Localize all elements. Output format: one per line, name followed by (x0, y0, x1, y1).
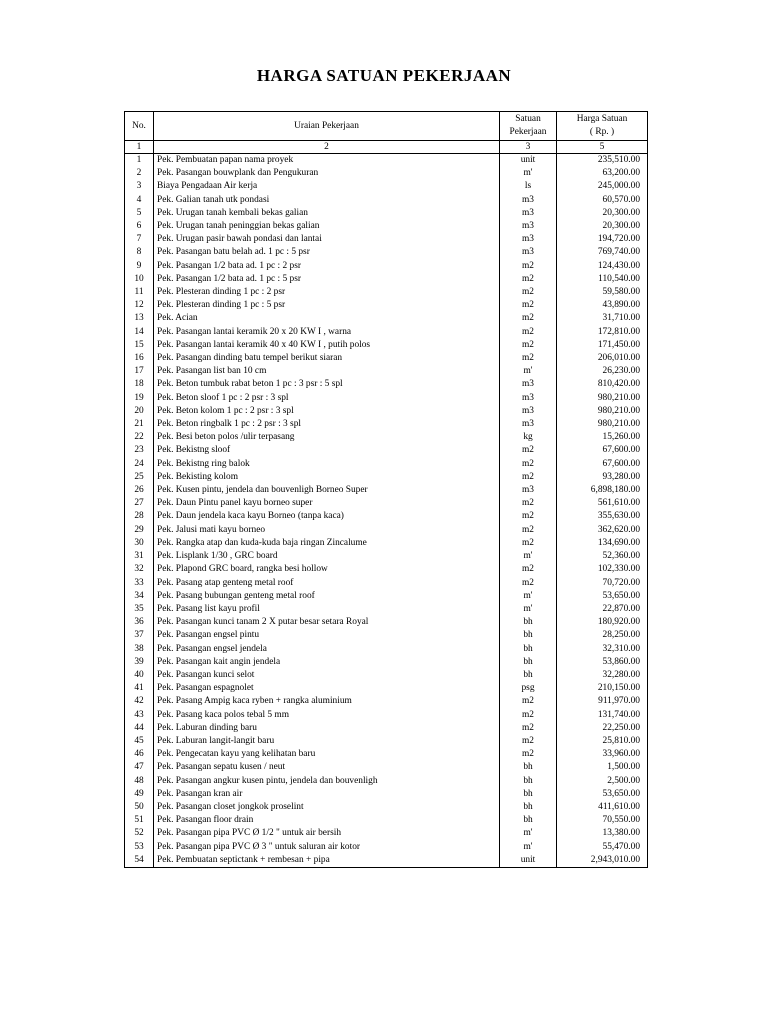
row-unit: kg (500, 431, 557, 444)
row-number: 35 (125, 603, 154, 616)
row-price: 20,300.00 (557, 207, 648, 220)
row-unit: m3 (500, 220, 557, 233)
row-unit: m2 (500, 510, 557, 523)
row-number: 16 (125, 352, 154, 365)
row-price: 53,650.00 (557, 590, 648, 603)
row-description: Pek. Bekistng ring balok (154, 458, 500, 471)
row-description: Pek. Kusen pintu, jendela dan bouvenligh Borneo Super (154, 484, 500, 497)
row-description: Pek. Rangka atap dan kuda-kuda baja ringan Zincalume (154, 537, 500, 550)
table-row (125, 471, 648, 484)
row-unit: m2 (500, 326, 557, 339)
table-row (125, 207, 648, 220)
row-unit: m2 (500, 722, 557, 735)
table-row (125, 405, 648, 418)
row-price: 28,250.00 (557, 629, 648, 642)
row-number: 1 (125, 154, 154, 168)
row-price: 6,898,180.00 (557, 484, 648, 497)
row-number: 28 (125, 510, 154, 523)
column-header-unit-line1: Satuan (515, 114, 541, 124)
row-price: 67,600.00 (557, 444, 648, 457)
table-row (125, 418, 648, 431)
row-price: 67,600.00 (557, 458, 648, 471)
row-number: 30 (125, 537, 154, 550)
row-number: 8 (125, 246, 154, 259)
table-row (125, 563, 648, 576)
row-description: Pek. Pasangan 1/2 bata ad. 1 pc : 2 psr (154, 260, 500, 273)
row-unit: m3 (500, 484, 557, 497)
row-number: 3 (125, 180, 154, 193)
row-unit: bh (500, 656, 557, 669)
row-unit: m2 (500, 497, 557, 510)
row-unit: m2 (500, 286, 557, 299)
table-row (125, 246, 648, 259)
row-number: 34 (125, 590, 154, 603)
row-price: 2,943,010.00 (557, 854, 648, 868)
row-price: 245,000.00 (557, 180, 648, 193)
row-price: 210,150.00 (557, 682, 648, 695)
row-number: 7 (125, 233, 154, 246)
row-unit: unit (500, 154, 557, 168)
row-description: Pek. Pasang list kayu profil (154, 603, 500, 616)
row-description: Pek. Pasang Ampig kaca ryben + rangka aluminium (154, 695, 500, 708)
row-price: 980,210.00 (557, 418, 648, 431)
table-row (125, 484, 648, 497)
row-unit: m2 (500, 577, 557, 590)
row-price: 22,250.00 (557, 722, 648, 735)
row-description: Pek. Pasangan lantai keramik 40 x 40 KW I , putih polos (154, 339, 500, 352)
row-unit: m2 (500, 537, 557, 550)
row-price: 172,810.00 (557, 326, 648, 339)
table-row (125, 577, 648, 590)
row-price: 32,310.00 (557, 643, 648, 656)
row-description: Pek. Pasangan kait angin jendela (154, 656, 500, 669)
row-price: 22,870.00 (557, 603, 648, 616)
row-description: Pek. Beton kolom 1 pc : 2 psr : 3 spl (154, 405, 500, 418)
row-price: 43,890.00 (557, 299, 648, 312)
row-description: Pek. Pasang kaca polos tebal 5 mm (154, 709, 500, 722)
row-unit: m3 (500, 418, 557, 431)
column-header-description: Uraian Pekerjaan (154, 112, 500, 141)
table-row (125, 616, 648, 629)
row-description: Pek. Pasangan angkur kusen pintu, jendela dan bouvenligh (154, 775, 500, 788)
table-row (125, 827, 648, 840)
row-unit: m' (500, 590, 557, 603)
row-description: Pek. Plesteran dinding 1 pc : 5 psr (154, 299, 500, 312)
column-header-price-line2: ( Rp. ) (589, 127, 615, 137)
table-body (125, 154, 648, 868)
table-row (125, 761, 648, 774)
row-unit: m3 (500, 233, 557, 246)
row-price: 52,360.00 (557, 550, 648, 563)
row-description: Pek. Pengecatan kayu yang kelihatan baru (154, 748, 500, 761)
row-unit: m3 (500, 194, 557, 207)
row-description: Pek. Lisplank 1/30 , GRC board (154, 550, 500, 563)
row-unit: m2 (500, 563, 557, 576)
table-row (125, 814, 648, 827)
row-number: 23 (125, 444, 154, 457)
row-unit: m2 (500, 735, 557, 748)
row-description: Pek. Bekisting kolom (154, 471, 500, 484)
row-description: Pek. Pasangan floor drain (154, 814, 500, 827)
table-row (125, 339, 648, 352)
table-row (125, 273, 648, 286)
column-number: 2 (154, 141, 500, 154)
price-table (124, 111, 648, 868)
table-row (125, 458, 648, 471)
row-description: Pek. Acian (154, 312, 500, 325)
row-number: 45 (125, 735, 154, 748)
row-description: Pek. Pasangan bouwplank dan Pengukuran (154, 167, 500, 180)
row-unit: m' (500, 365, 557, 378)
row-description: Pek. Pembuatan papan nama proyek (154, 154, 500, 168)
row-price: 362,620.00 (557, 524, 648, 537)
row-unit: m2 (500, 524, 557, 537)
table-row (125, 194, 648, 207)
row-unit: m3 (500, 392, 557, 405)
row-number: 46 (125, 748, 154, 761)
row-number: 43 (125, 709, 154, 722)
row-number: 2 (125, 167, 154, 180)
row-price: 102,330.00 (557, 563, 648, 576)
table-row (125, 709, 648, 722)
table-row (125, 669, 648, 682)
row-unit: m2 (500, 458, 557, 471)
row-price: 26,230.00 (557, 365, 648, 378)
column-header-price-line1: Harga Satuan (576, 114, 628, 124)
row-number: 12 (125, 299, 154, 312)
table-row (125, 299, 648, 312)
table-row (125, 788, 648, 801)
row-description: Pek. Daun jendela kaca kayu Borneo (tanpa kaca) (154, 510, 500, 523)
row-number: 37 (125, 629, 154, 642)
table-row (125, 590, 648, 603)
row-number: 29 (125, 524, 154, 537)
table-row (125, 748, 648, 761)
table-row (125, 537, 648, 550)
table-row (125, 497, 648, 510)
row-description: Pek. Pasangan espagnolet (154, 682, 500, 695)
row-unit: m' (500, 841, 557, 854)
row-description: Pek. Pasangan pipa PVC Ø 3 " untuk saluran air kotor (154, 841, 500, 854)
row-number: 20 (125, 405, 154, 418)
table-row (125, 682, 648, 695)
row-price: 411,610.00 (557, 801, 648, 814)
row-number: 27 (125, 497, 154, 510)
row-price: 59,580.00 (557, 286, 648, 299)
row-unit: m2 (500, 299, 557, 312)
row-unit: unit (500, 854, 557, 868)
row-number: 41 (125, 682, 154, 695)
row-price: 980,210.00 (557, 392, 648, 405)
table-row (125, 735, 648, 748)
row-price: 13,380.00 (557, 827, 648, 840)
row-unit: psg (500, 682, 557, 695)
column-number-row (125, 141, 648, 154)
row-number: 33 (125, 577, 154, 590)
row-unit: bh (500, 669, 557, 682)
row-description: Pek. Pasangan closet jongkok proselint (154, 801, 500, 814)
row-number: 36 (125, 616, 154, 629)
table-row (125, 603, 648, 616)
table-row (125, 550, 648, 563)
row-number: 39 (125, 656, 154, 669)
row-unit: m2 (500, 444, 557, 457)
table-row (125, 629, 648, 642)
table-row (125, 801, 648, 814)
row-description: Pek. Beton sloof 1 pc : 2 psr : 3 spl (154, 392, 500, 405)
row-number: 17 (125, 365, 154, 378)
row-description: Pek. Daun Pintu panel kayu borneo super (154, 497, 500, 510)
row-price: 60,570.00 (557, 194, 648, 207)
row-price: 124,430.00 (557, 260, 648, 273)
row-unit: m2 (500, 260, 557, 273)
row-unit: bh (500, 761, 557, 774)
table-row (125, 378, 648, 391)
table-row (125, 326, 648, 339)
table-row (125, 444, 648, 457)
row-unit: m' (500, 550, 557, 563)
row-number: 4 (125, 194, 154, 207)
table-row (125, 431, 648, 444)
row-description: Pek. Urugan tanah kembali bekas galian (154, 207, 500, 220)
row-number: 10 (125, 273, 154, 286)
row-unit: m2 (500, 339, 557, 352)
table-row (125, 154, 648, 168)
row-description: Pek. Pasangan dinding batu tempel berikut siaran (154, 352, 500, 365)
row-description: Pek. Pasangan kran air (154, 788, 500, 801)
table-row (125, 286, 648, 299)
row-price: 53,650.00 (557, 788, 648, 801)
row-number: 6 (125, 220, 154, 233)
row-number: 38 (125, 643, 154, 656)
row-description: Pek. Pasangan 1/2 bata ad. 1 pc : 5 psr (154, 273, 500, 286)
column-number: 5 (557, 141, 648, 154)
row-price: 355,630.00 (557, 510, 648, 523)
row-description: Pek. Bekistng sloof (154, 444, 500, 457)
row-description: Pek. Pasangan kunci tanam 2 X putar besar setara Royal (154, 616, 500, 629)
row-unit: m2 (500, 471, 557, 484)
row-unit: m2 (500, 312, 557, 325)
row-unit: bh (500, 616, 557, 629)
row-number: 49 (125, 788, 154, 801)
row-number: 18 (125, 378, 154, 391)
row-unit: m' (500, 603, 557, 616)
row-unit: bh (500, 788, 557, 801)
table-row (125, 510, 648, 523)
row-description: Pek. Pasangan kunci selot (154, 669, 500, 682)
row-price: 194,720.00 (557, 233, 648, 246)
row-price: 110,540.00 (557, 273, 648, 286)
row-price: 911,970.00 (557, 695, 648, 708)
row-price: 561,610.00 (557, 497, 648, 510)
table-row (125, 220, 648, 233)
table-row (125, 392, 648, 405)
row-price: 55,470.00 (557, 841, 648, 854)
row-price: 33,960.00 (557, 748, 648, 761)
table-row (125, 167, 648, 180)
row-unit: m2 (500, 709, 557, 722)
row-description: Pek. Beton tumbuk rabat beton 1 pc : 3 psr : 5 spl (154, 378, 500, 391)
row-unit: m3 (500, 207, 557, 220)
row-description: Pek. Pasangan engsel jendela (154, 643, 500, 656)
row-description: Pek. Pasang bubungan genteng metal roof (154, 590, 500, 603)
row-description: Pek. Pasangan list ban 10 cm (154, 365, 500, 378)
row-number: 47 (125, 761, 154, 774)
row-price: 980,210.00 (557, 405, 648, 418)
column-number: 1 (125, 141, 154, 154)
row-price: 131,740.00 (557, 709, 648, 722)
row-number: 53 (125, 841, 154, 854)
row-price: 769,740.00 (557, 246, 648, 259)
row-price: 93,280.00 (557, 471, 648, 484)
row-number: 50 (125, 801, 154, 814)
table-row (125, 260, 648, 273)
row-price: 31,710.00 (557, 312, 648, 325)
row-number: 40 (125, 669, 154, 682)
row-unit: m3 (500, 246, 557, 259)
row-number: 21 (125, 418, 154, 431)
row-description: Pek. Laburan dinding baru (154, 722, 500, 735)
row-unit: bh (500, 775, 557, 788)
row-number: 22 (125, 431, 154, 444)
table-row (125, 695, 648, 708)
row-description: Pek. Pasangan lantai keramik 20 x 20 KW I , warna (154, 326, 500, 339)
row-description: Pek. Galian tanah utk pondasi (154, 194, 500, 207)
row-number: 11 (125, 286, 154, 299)
row-unit: m2 (500, 695, 557, 708)
row-number: 24 (125, 458, 154, 471)
page-title: HARGA SATUAN PEKERJAAN (256, 66, 512, 85)
column-header-no: No. (125, 112, 154, 141)
table-row (125, 233, 648, 246)
row-unit: m' (500, 827, 557, 840)
row-description: Pek. Jalusi mati kayu borneo (154, 524, 500, 537)
table-row (125, 365, 648, 378)
table-row (125, 841, 648, 854)
row-description: Pek. Urugan tanah peninggian bekas galian (154, 220, 500, 233)
row-number: 42 (125, 695, 154, 708)
row-description: Pek. Pasang atap genteng metal roof (154, 577, 500, 590)
row-price: 70,720.00 (557, 577, 648, 590)
row-unit: bh (500, 814, 557, 827)
row-number: 13 (125, 312, 154, 325)
row-number: 9 (125, 260, 154, 273)
row-description: Pek. Pasangan pipa PVC Ø 1/2 " untuk air bersih (154, 827, 500, 840)
row-number: 14 (125, 326, 154, 339)
row-price: 63,200.00 (557, 167, 648, 180)
row-unit: m2 (500, 352, 557, 365)
row-unit: bh (500, 801, 557, 814)
row-price: 1,500.00 (557, 761, 648, 774)
row-number: 19 (125, 392, 154, 405)
row-price: 180,920.00 (557, 616, 648, 629)
row-number: 15 (125, 339, 154, 352)
table-row (125, 854, 648, 868)
row-description: Pek. Pasangan batu belah ad. 1 pc : 5 psr (154, 246, 500, 259)
row-unit: bh (500, 643, 557, 656)
column-header-price (557, 112, 648, 141)
row-description: Pek. Beton ringbalk 1 pc : 2 psr : 3 spl (154, 418, 500, 431)
table-row (125, 312, 648, 325)
row-description: Pek. Pasangan sepatu kusen / neut (154, 761, 500, 774)
row-price: 206,010.00 (557, 352, 648, 365)
row-number: 5 (125, 207, 154, 220)
row-unit: m2 (500, 748, 557, 761)
row-description: Pek. Pasangan engsel pintu (154, 629, 500, 642)
row-number: 31 (125, 550, 154, 563)
row-number: 48 (125, 775, 154, 788)
column-number: 3 (500, 141, 557, 154)
row-price: 171,450.00 (557, 339, 648, 352)
table-row (125, 352, 648, 365)
column-header-unit-line2: Pekerjaan (509, 127, 547, 137)
row-price: 810,420.00 (557, 378, 648, 391)
row-description: Pek. Plapond GRC board, rangka besi hollow (154, 563, 500, 576)
row-description: Pek. Urugan pasir bawah pondasi dan lantai (154, 233, 500, 246)
row-unit: m3 (500, 405, 557, 418)
row-number: 54 (125, 854, 154, 868)
row-price: 70,550.00 (557, 814, 648, 827)
row-unit: m3 (500, 378, 557, 391)
row-price: 2,500.00 (557, 775, 648, 788)
row-price: 53,860.00 (557, 656, 648, 669)
column-header-unit (500, 112, 557, 141)
row-description: Pek. Besi beton polos /ulir terpasang (154, 431, 500, 444)
table-row (125, 180, 648, 193)
row-number: 25 (125, 471, 154, 484)
row-description: Biaya Pengadaan Air kerja (154, 180, 500, 193)
row-number: 44 (125, 722, 154, 735)
table-row (125, 524, 648, 537)
row-description: Pek. Laburan langit-langit baru (154, 735, 500, 748)
table-row (125, 722, 648, 735)
table-row (125, 656, 648, 669)
row-unit: m' (500, 167, 557, 180)
row-unit: bh (500, 629, 557, 642)
row-number: 26 (125, 484, 154, 497)
row-price: 32,280.00 (557, 669, 648, 682)
row-price: 20,300.00 (557, 220, 648, 233)
row-description: Pek. Pembuatan septictank + rembesan + pipa (154, 854, 500, 868)
table-row (125, 775, 648, 788)
row-price: 134,690.00 (557, 537, 648, 550)
row-number: 32 (125, 563, 154, 576)
row-price: 25,810.00 (557, 735, 648, 748)
table-header (125, 112, 648, 154)
row-description: Pek. Plesteran dinding 1 pc : 2 psr (154, 286, 500, 299)
row-number: 51 (125, 814, 154, 827)
row-price: 15,260.00 (557, 431, 648, 444)
row-price: 235,510.00 (557, 154, 648, 168)
row-number: 52 (125, 827, 154, 840)
row-unit: m2 (500, 273, 557, 286)
table-row (125, 643, 648, 656)
row-unit: ls (500, 180, 557, 193)
